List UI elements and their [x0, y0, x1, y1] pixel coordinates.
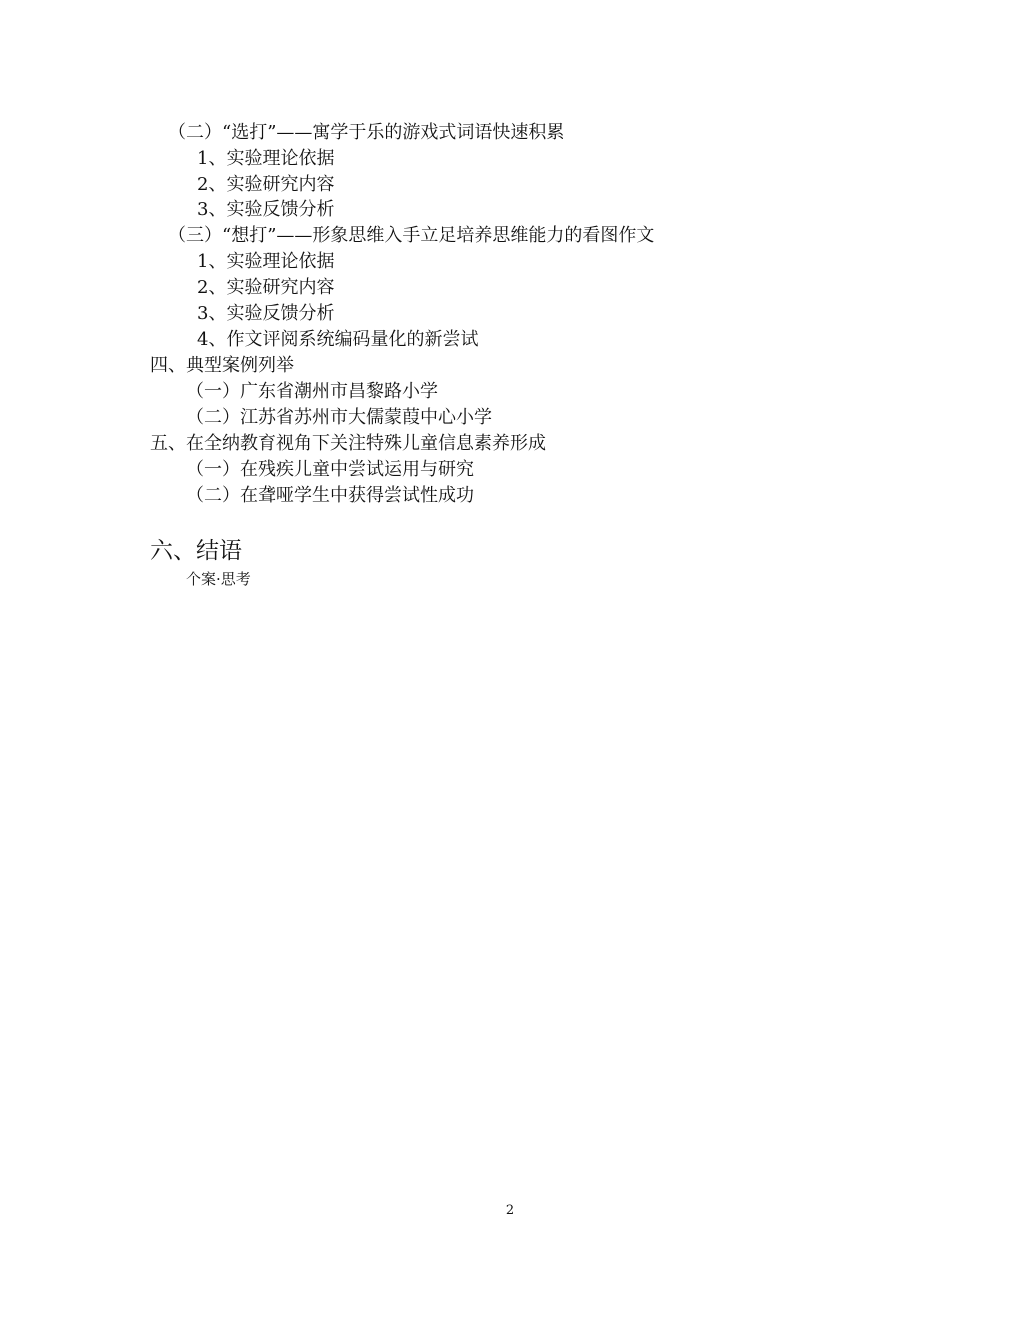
outline-item: （一）在残疾儿童中尝试运用与研究 — [186, 459, 474, 480]
outline-item: （二）在聋哑学生中获得尝试性成功 — [186, 485, 474, 506]
outline-section-3-title: （三）“想打”——形象思维入手立足培养思维能力的看图作文 — [168, 225, 655, 246]
outline-item: 1、实验理论依据 — [197, 148, 335, 169]
outline-item: （二）江苏省苏州市大儒蒙葭中心小学 — [186, 407, 492, 428]
outline-item: 4、作文评阅系统编码量化的新尝试 — [197, 329, 479, 350]
outline-item: 3、实验反馈分析 — [197, 199, 335, 220]
outline-item: 3、实验反馈分析 — [197, 303, 335, 324]
outline-section-2-title: （二）“选打”——寓学于乐的游戏式词语快速积累 — [168, 122, 565, 143]
outline-part-5-title: 五、在全纳教育视角下关注特殊儿童信息素养形成 — [150, 433, 546, 454]
outline-part-4-title: 四、典型案例列举 — [150, 355, 294, 376]
outline-item: 2、实验研究内容 — [197, 174, 335, 195]
outline-item: 1、实验理论依据 — [197, 251, 335, 272]
outline-item: 2、实验研究内容 — [197, 277, 335, 298]
outline-part-6-title: 六、结语 — [150, 538, 242, 564]
outline-subtitle: 个案·思考 — [186, 570, 251, 588]
outline-item: （一）广东省潮州市昌黎路小学 — [186, 381, 438, 402]
page-number: 2 — [505, 1203, 515, 1218]
